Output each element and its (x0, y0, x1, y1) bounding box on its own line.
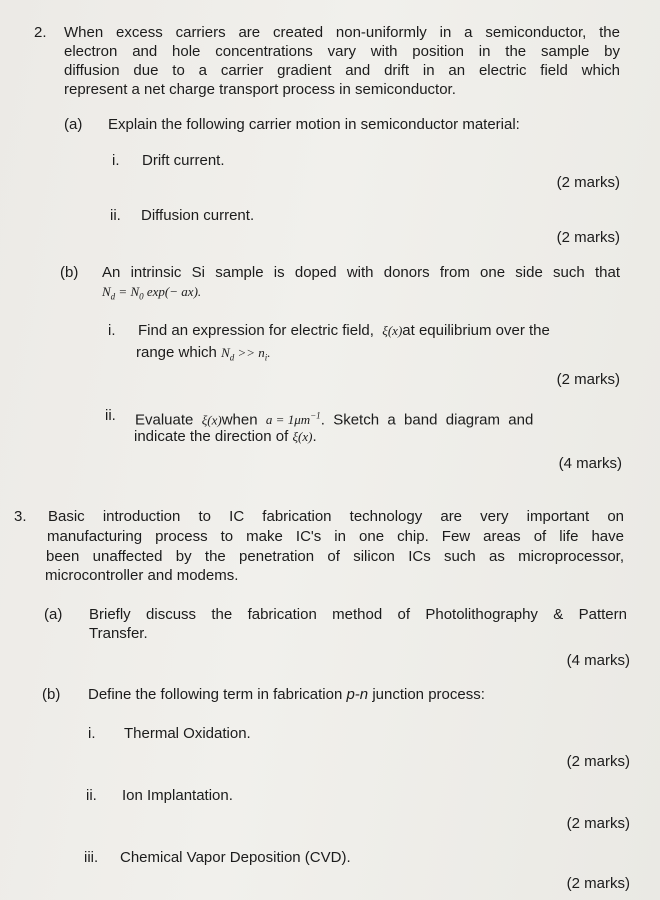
q2a-ii-text: Diffusion current. (141, 207, 255, 224)
q3b-text: Define the following term in fabrication p-n junction process: (88, 686, 485, 703)
q2-intro-line-4: represent a net charge transport process in semiconductor. (64, 81, 456, 98)
q3-intro-line-2: manufacturing process to make IC's in one chip. Few areas of life have (47, 528, 624, 545)
q3b-iii-label: iii. (84, 849, 99, 866)
q3b-i-label: i. (88, 725, 96, 742)
q2a-ii-marks: (2 marks) (556, 229, 620, 246)
q2b-i-line-2: range which $N_d >> n_i$. (136, 344, 271, 363)
q2b-ii-label: ii. (105, 407, 116, 424)
q2-intro-line-2: electron and hole concentrations vary with position in the sample by (64, 43, 620, 60)
q3b-ii-label: ii. (86, 787, 97, 804)
q3b-iii-marks: (2 marks) (566, 875, 630, 892)
q2b-i-label: i. (108, 322, 116, 339)
q2b-ii-marks: (4 marks) (558, 455, 622, 472)
q2b-label: (b) (60, 264, 79, 281)
q3a-line-1: Briefly discuss the fabrication method of Photolithography & Pattern (89, 606, 627, 623)
q2-number: 2. (34, 24, 47, 41)
q3b-i-marks: (2 marks) (566, 753, 630, 770)
q3-intro-line-1: Basic introduction to IC fabrication technology are very important on (48, 508, 624, 525)
q2a-ii-label: ii. (110, 207, 121, 224)
q2b-i-marks: (2 marks) (556, 371, 620, 388)
q2a-i-label: i. (112, 152, 120, 169)
q2a-i-marks: (2 marks) (556, 174, 620, 191)
q3-intro-line-4: microcontroller and modems. (45, 567, 239, 584)
q2a-label: (a) (64, 116, 83, 133)
q3-intro-line-3: been unaffected by the penetration of silicon ICs such as microprocessor, (46, 548, 624, 565)
q2b-ii-line-2: indicate the direction of ξ(x). (134, 428, 317, 445)
q2a-text: Explain the following carrier motion in semiconductor material: (108, 116, 520, 133)
q3b-i-text: Thermal Oxidation. (124, 725, 251, 742)
q2b-text: An intrinsic Si sample is doped with donors from one side such that (102, 264, 620, 281)
q2a-i-text: Drift current. (142, 152, 225, 169)
q3a-label: (a) (44, 606, 63, 623)
q2b-ii-line-1: Evaluate ξ(x)when $a = 1\mu m^{-1}$. Sketch a band diagram and (135, 411, 534, 429)
q2b-equation: $N_d = N_0$ exp(− ax). (102, 284, 202, 302)
q3a-line-2: Transfer. (89, 625, 148, 642)
q2b-i-line-1: Find an expression for electric field, ξ(x)at equilibrium over the (138, 322, 550, 339)
q3a-marks: (4 marks) (566, 652, 630, 669)
q3b-label: (b) (42, 686, 61, 703)
q3b-ii-text: Ion Implantation. (122, 787, 233, 804)
q3b-ii-marks: (2 marks) (566, 815, 630, 832)
q3b-iii-text: Chemical Vapor Deposition (CVD). (120, 849, 351, 866)
q2-intro-line-3: diffusion due to a carrier gradient and drift in an electric field which (64, 62, 620, 79)
q3-number: 3. (14, 508, 27, 525)
q2-intro-line-1: When excess carriers are created non-uniformly in a semiconductor, the (64, 24, 620, 41)
